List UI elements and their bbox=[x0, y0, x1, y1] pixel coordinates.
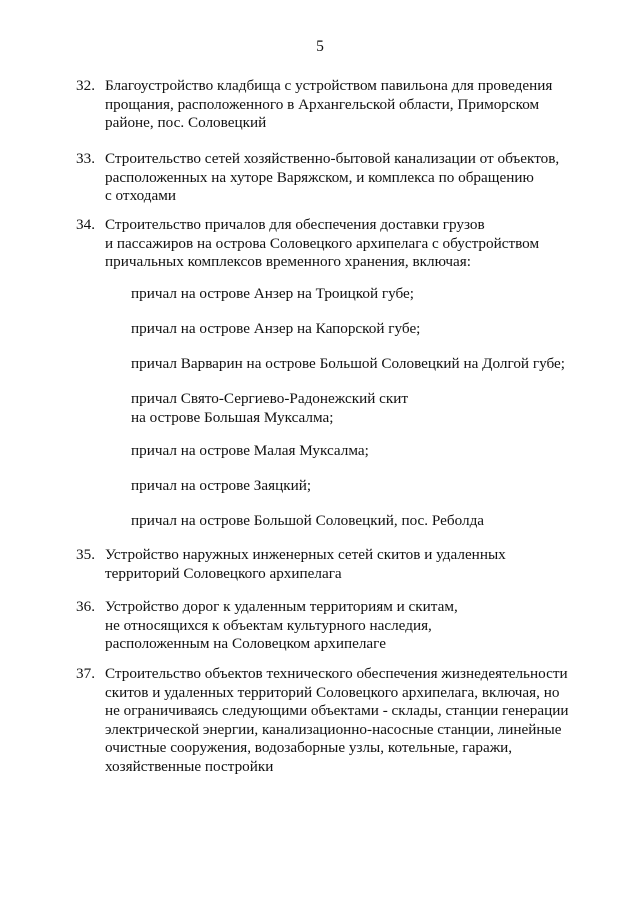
item-text: Строительство объектов технического обеспечения жизнедеятельности скитов и удаленных территорий Соловецкого архипелага, включая, но не ограничиваясь следующими объектами - склады, станции генерации электрической энергии, канализационно-насосные станции, линейные очистные сооружения, водозаборные узлы, котельные, гаражи, хозяйственные постройки bbox=[105, 665, 569, 775]
list-item-36 bbox=[76, 598, 576, 654]
sub-item: причал Варварин на острове Большой Соловецкий на Долгой губе; bbox=[131, 355, 565, 372]
page-number: 5 bbox=[316, 38, 324, 55]
item-number: 36. bbox=[76, 598, 95, 615]
item-text: Благоустройство кладбища с устройством павильона для проведения прощания, расположенного в Архангельской области, Приморском районе, пос. Соловецкий bbox=[105, 77, 553, 132]
list-item-34 bbox=[76, 216, 576, 272]
item-number: 37. bbox=[76, 665, 95, 682]
item-number: 35. bbox=[76, 546, 95, 563]
list-item-33 bbox=[76, 150, 576, 206]
sub-item: причал на острове Анзер на Троицкой губе; bbox=[131, 285, 415, 302]
sub-item: причал на острове Заяцкий; bbox=[131, 477, 312, 494]
sub-item: причал на острове Анзер на Капорской губе; bbox=[131, 320, 421, 337]
sub-item: причал на острове Малая Муксалма; bbox=[131, 442, 369, 459]
list-item-32 bbox=[76, 77, 576, 133]
list-item-35 bbox=[76, 546, 576, 583]
sub-item: причал на острове Большой Соловецкий, пос. Реболда bbox=[131, 512, 485, 529]
item-text: Строительство причалов для обеспечения доставки грузов и пассажиров на острова Соловецкого архипелага с обустройством причальных комплексов временного хранения, включая: bbox=[105, 216, 540, 271]
item-text: Устройство наружных инженерных сетей скитов и удаленных территорий Соловецкого архипелага bbox=[105, 546, 506, 582]
item-number: 33. bbox=[76, 150, 95, 167]
list-item-37 bbox=[76, 665, 576, 777]
sub-item: причал Свято-Сергиево-Радонежский скит на острове Большая Муксалма; bbox=[131, 390, 409, 426]
item-text: Строительство сетей хозяйственно-бытовой канализации от объектов, расположенных на хуторе Варяжском, и комплекса по обращению с отходами bbox=[105, 150, 560, 205]
item-text: Устройство дорог к удаленным территориям и скитам, не относящихся к объектам культурного наследия, расположенным на Соловецком архипелаге bbox=[105, 598, 458, 653]
item-number: 32. bbox=[76, 77, 95, 94]
item-number: 34. bbox=[76, 216, 95, 233]
